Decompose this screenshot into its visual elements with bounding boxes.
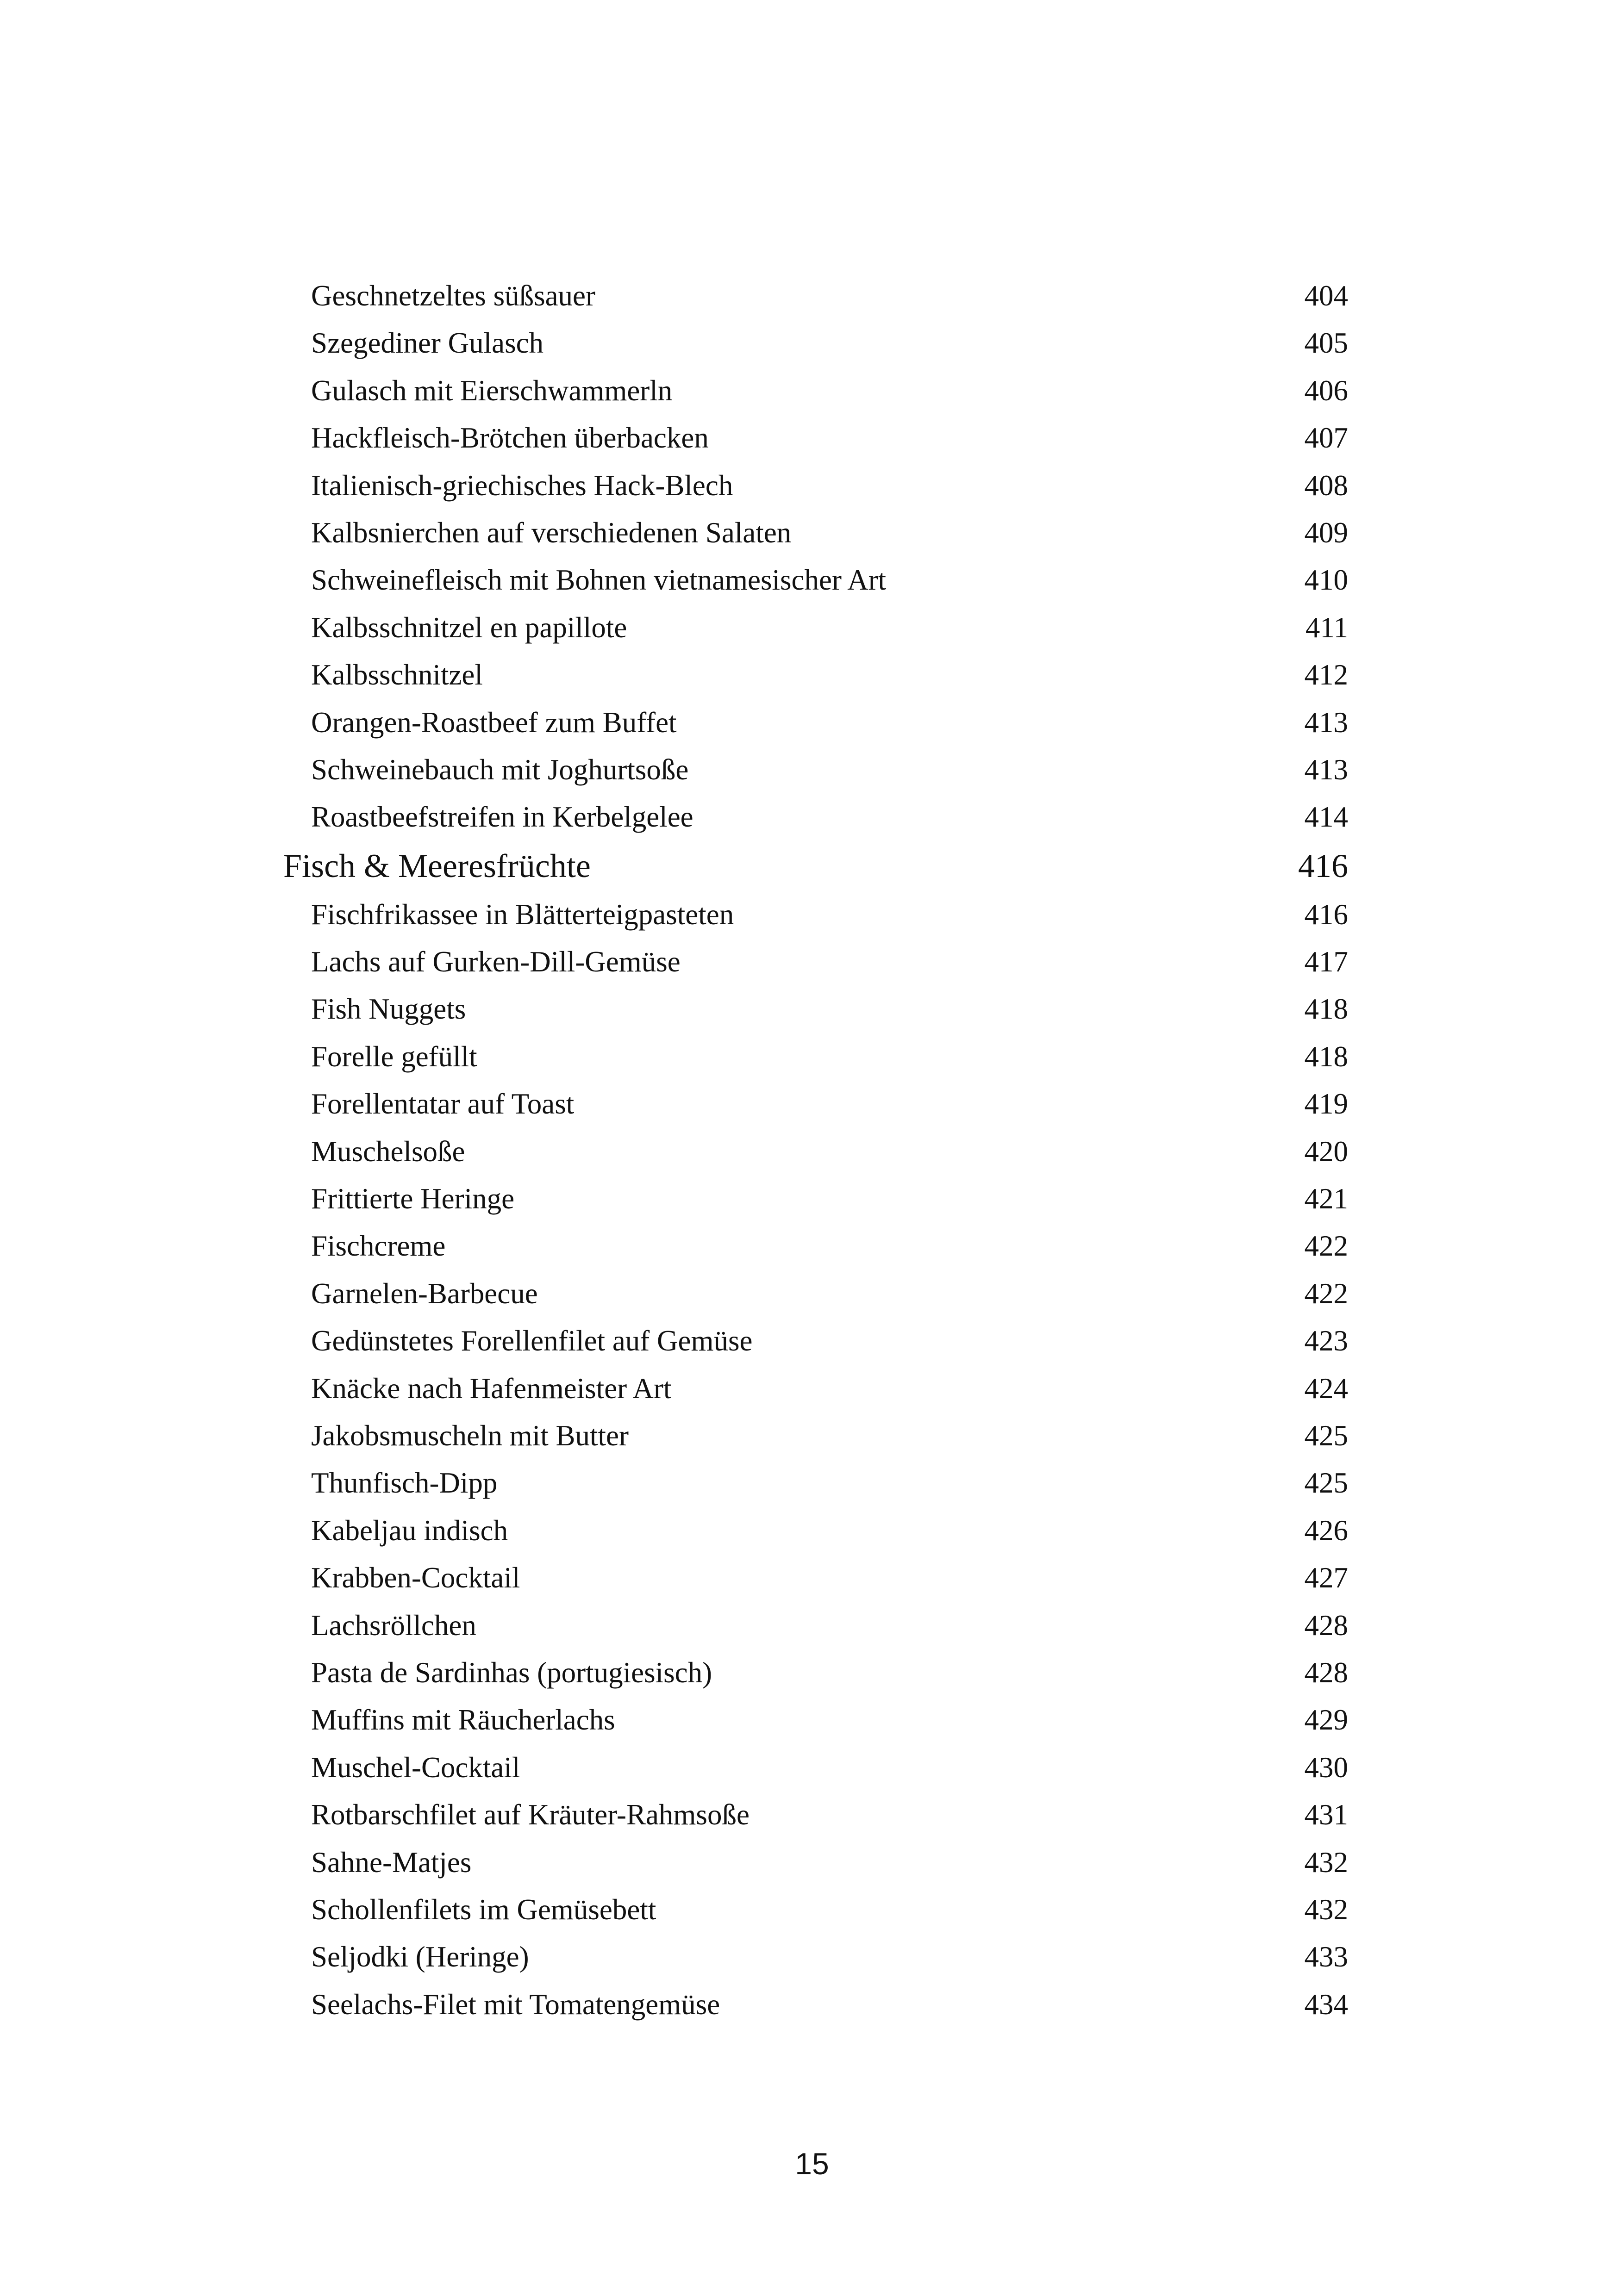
entry-page-number: 418 <box>1304 1040 1348 1073</box>
entry-page-number: 409 <box>1304 516 1348 549</box>
entry-title: Roastbeefstreifen in Kerbelgelee <box>311 801 693 834</box>
entry-page-number: 427 <box>1304 1562 1348 1594</box>
toc-entry <box>283 1602 1348 1649</box>
entry-title: Krabben-Cocktail <box>311 1562 520 1594</box>
entry-title: Fischcreme <box>311 1230 446 1263</box>
entry-title: Szegediner Gulasch <box>311 327 544 360</box>
toc-entry <box>283 1696 1348 1743</box>
toc-entry <box>283 938 1348 985</box>
toc-entry <box>283 1033 1348 1080</box>
entry-title: Seljodki (Heringe) <box>311 1941 529 1973</box>
entry-page-number: 419 <box>1304 1088 1348 1120</box>
toc-entry <box>283 414 1348 461</box>
toc-entry <box>283 509 1348 556</box>
entry-page-number: 422 <box>1304 1277 1348 1310</box>
toc-entry <box>283 1128 1348 1175</box>
toc-entry <box>283 746 1348 793</box>
entry-page-number: 413 <box>1304 753 1348 786</box>
entry-title: Italienisch-griechisches Hack-Blech <box>311 469 733 502</box>
entry-title: Gulasch mit Eierschwammerln <box>311 374 673 407</box>
toc-entry <box>283 319 1348 367</box>
entry-title: Muschelsoße <box>311 1135 465 1168</box>
page-number: 15 <box>795 2147 829 2181</box>
entry-page-number: 426 <box>1304 1514 1348 1547</box>
toc-entry <box>283 1554 1348 1601</box>
entry-page-number: 417 <box>1304 946 1348 978</box>
entry-title: Geschnetzeltes süßsauer <box>311 280 596 312</box>
entry-title: Schweinefleisch mit Bohnen vietnamesischer Art <box>311 564 887 597</box>
toc-entry <box>283 891 1348 938</box>
toc-entry <box>283 367 1348 414</box>
entry-page-number: 416 <box>1304 898 1348 931</box>
entry-page-number: 434 <box>1304 1988 1348 2021</box>
entry-title: Kabeljau indisch <box>311 1514 508 1547</box>
entry-page-number: 431 <box>1304 1798 1348 1831</box>
entry-page-number: 432 <box>1304 1893 1348 1926</box>
entry-title: Sahne-Matjes <box>311 1846 472 1879</box>
entry-page-number: 410 <box>1304 564 1348 597</box>
entry-page-number: 408 <box>1304 469 1348 502</box>
entry-title: Lachs auf Gurken-Dill-Gemüse <box>311 946 681 978</box>
entry-page-number: 432 <box>1304 1846 1348 1879</box>
entry-title: Forelle gefüllt <box>311 1040 477 1073</box>
entry-title: Gedünstetes Forellenfilet auf Gemüse <box>311 1325 753 1357</box>
toc-entry <box>283 1649 1348 1696</box>
entry-page-number: 424 <box>1304 1372 1348 1405</box>
entry-page-number: 412 <box>1304 659 1348 691</box>
entry-page-number: 404 <box>1304 280 1348 312</box>
toc-entry <box>283 1886 1348 1933</box>
section-page-number: 416 <box>1298 847 1348 884</box>
entry-title: Kalbsschnitzel <box>311 659 483 691</box>
entry-page-number: 407 <box>1304 422 1348 454</box>
toc-entry <box>283 1270 1348 1317</box>
entry-page-number: 425 <box>1304 1419 1348 1452</box>
toc-entry <box>283 1222 1348 1269</box>
entry-title: Frittierte Heringe <box>311 1182 515 1215</box>
toc-entry <box>283 699 1348 746</box>
entry-title: Fish Nuggets <box>311 993 466 1026</box>
entry-page-number: 428 <box>1304 1656 1348 1689</box>
entry-title: Kalbsschnitzel en papillote <box>311 611 627 644</box>
entry-page-number: 423 <box>1304 1325 1348 1357</box>
toc-entry <box>283 985 1348 1033</box>
toc-entry <box>283 1412 1348 1459</box>
entry-title: Thunfisch-Dipp <box>311 1467 498 1500</box>
entry-page-number: 405 <box>1304 327 1348 360</box>
toc-entry <box>283 1175 1348 1222</box>
entry-page-number: 430 <box>1304 1751 1348 1784</box>
entry-title: Orangen-Roastbeef zum Buffet <box>311 706 677 739</box>
toc-entry <box>283 1933 1348 1980</box>
toc-entry <box>283 651 1348 698</box>
entry-page-number: 413 <box>1304 706 1348 739</box>
entry-title: Muschel-Cocktail <box>311 1751 520 1784</box>
entry-page-number: 433 <box>1304 1941 1348 1973</box>
entry-title: Seelachs-Filet mit Tomatengemüse <box>311 1988 720 2021</box>
toc-entry <box>283 1365 1348 1412</box>
toc-entry <box>283 1507 1348 1554</box>
toc-entry <box>283 1791 1348 1838</box>
entry-title: Schollenfilets im Gemüsebett <box>311 1893 656 1926</box>
entry-page-number: 428 <box>1304 1609 1348 1642</box>
entry-title: Jakobsmuscheln mit Butter <box>311 1419 629 1452</box>
entry-title: Pasta de Sardinhas (portugiesisch) <box>311 1656 712 1689</box>
entry-page-number: 421 <box>1304 1182 1348 1215</box>
entry-title: Muffins mit Räucherlachs <box>311 1704 615 1736</box>
toc-entry <box>283 556 1348 604</box>
entry-page-number: 418 <box>1304 993 1348 1026</box>
toc-entry <box>283 462 1348 509</box>
toc-entry <box>283 1080 1348 1127</box>
entry-title: Garnelen-Barbecue <box>311 1277 538 1310</box>
entry-title: Knäcke nach Hafenmeister Art <box>311 1372 672 1405</box>
toc-entry <box>283 1317 1348 1364</box>
entry-title: Lachsröllchen <box>311 1609 476 1642</box>
entry-page-number: 406 <box>1304 374 1348 407</box>
entry-page-number: 422 <box>1304 1230 1348 1263</box>
entry-page-number: 411 <box>1305 611 1348 644</box>
toc-entry <box>283 1459 1348 1506</box>
toc-entry <box>283 1839 1348 1886</box>
toc-entry <box>283 793 1348 840</box>
entry-title: Rotbarschfilet auf Kräuter-Rahmsoße <box>311 1798 750 1831</box>
toc-entry <box>283 1981 1348 2028</box>
entry-title: Kalbsnierchen auf verschiedenen Salaten <box>311 516 792 549</box>
toc-entry <box>283 1744 1348 1791</box>
entry-title: Fischfrikassee in Blätterteigpasteten <box>311 898 734 931</box>
entry-title: Schweinebauch mit Joghurtsoße <box>311 753 689 786</box>
toc-entry <box>283 604 1348 651</box>
entry-title: Forellentatar auf Toast <box>311 1088 575 1120</box>
entry-page-number: 414 <box>1304 801 1348 834</box>
toc-section-heading <box>283 841 1348 891</box>
section-title: Fisch & Meeresfrüchte <box>283 847 591 884</box>
entry-page-number: 429 <box>1304 1704 1348 1736</box>
entry-title: Hackfleisch-Brötchen überbacken <box>311 422 709 454</box>
entry-page-number: 420 <box>1304 1135 1348 1168</box>
toc-entry <box>283 272 1348 319</box>
entry-page-number: 425 <box>1304 1467 1348 1500</box>
table-of-contents <box>283 272 1348 2028</box>
